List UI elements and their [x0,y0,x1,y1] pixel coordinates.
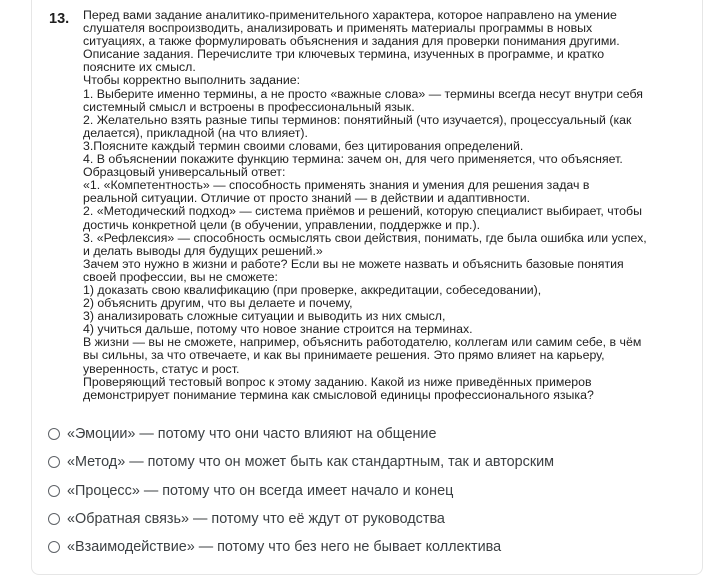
answer-option-label[interactable]: «Эмоции» — потому что они часто влияют на общение [67,426,437,443]
radio-button-icon[interactable] [48,428,60,440]
answer-options [48,420,688,561]
radio-button-icon[interactable] [48,456,60,468]
answer-option-label[interactable]: «Процесс» — потому что он всегда имеет начало и конец [67,482,454,499]
answer-option-label[interactable]: «Взаимодействие» — потому что без него не бывает коллектива [67,539,502,556]
question-text: Перед вами задание аналитико-применительного характера, которое направлено на умение слушателя воспроизводить, анализировать и применять материалы программы в новых ситуациях, а также формулировать объяснения и задания для проверки понимания другими. Описание задания. Перечислите три ключевых термина, изученных в программе, и кратко поясните их смысл. Чтобы корректно выполнить задание: 1. Выберите именно термины, а не просто «важные слова» — термины всегда несут внутри себя системный смысл и встроены в профессиональный язык. 2. Желательно взять разные типы терминов: понятийный (что изучается), процессуальный (как делается), прикладной (на что влияет). 3.Поясните каждый термин своими словами, без цитирования определений. 4. В объяснении покажите функцию термина: зачем он, для чего применяется, что объясняет. Образцовый универсальный ответ: «1. «Компетентность» — способность применять знания и умения для решения задач в реальной ситуации. Отличие от просто знаний — в действии и адаптивности. 2. «Методический подход» — система приёмов и решений, которую специалист выбирает, чтобы достичь конкретной цели (в обучении, управлении, поддержке и пр.). 3. «Рефлексия» — способность осмыслять свои действия, понимать, где была ошибка или успех, и делать выводы для будущих решений.» Зачем это нужно в жизни и работе? Если вы не можете назвать и объяснить базовые понятия своей профессии, вы не сможете: 1) доказать свою квалификацию (при проверке, аккредитации, собеседовании), 2) объяснить другим, что вы делаете и почему, 3) анализировать сложные ситуации и выводить из них смысл, 4) учиться дальше, потому что новое знание строится на терминах. В жизни — вы не сможете, например, объяснить работодателю, коллегам или самим себе, в чём вы сильны, за что отвечаете, и как вы принимаете решения. Это прямо влияет на карьеру, уверенность, статус и рост. Проверяющий тестовый вопрос к этому заданию. Какой из ниже приведённых примеров демонстрирует понимание термина как смысловой единицы профессионального языка? [83,8,647,402]
question-card [31,0,703,575]
answer-option[interactable] [48,533,688,561]
radio-button-icon[interactable] [48,485,60,497]
question-number: 13. [49,11,70,27]
answer-option-label[interactable]: «Обратная связь» — потому что её ждут от руководства [67,511,445,528]
radio-button-icon[interactable] [48,513,60,525]
answer-option[interactable] [48,477,688,505]
answer-option[interactable] [48,448,688,476]
radio-button-icon[interactable] [48,541,60,553]
answer-option-label[interactable]: «Метод» — потому что он может быть как стандартным, так и авторским [67,454,555,471]
answer-option[interactable] [48,420,688,448]
answer-option[interactable] [48,505,688,533]
